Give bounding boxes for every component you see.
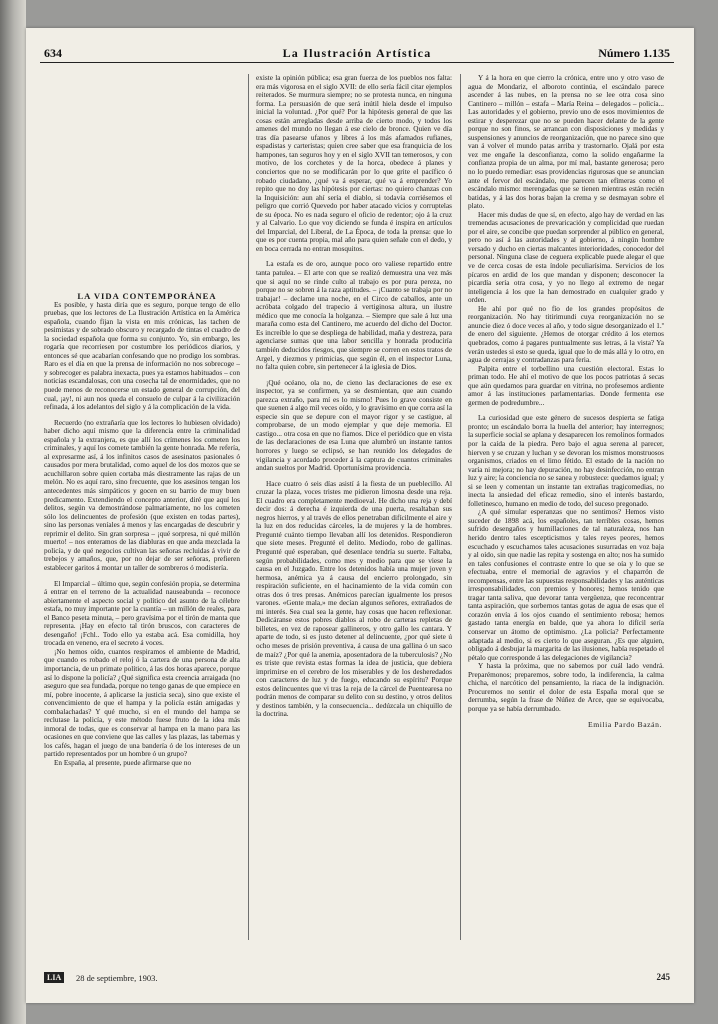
column-1 — [44, 292, 240, 940]
publication-title: La Ilustración Artística — [282, 46, 432, 60]
page-header — [40, 46, 674, 63]
archive-logo: LIA — [44, 972, 64, 983]
paragraph: Y hasta la próxima, que no sabemos por cuál lado vendrá. Preparémonos; preparemos, sobre todo, la indiferencia, la calma chicha, el narcótico del pensamiento, la riaca de la indignación. Procuremos no sentir el dolor de esta España moral que se derrumba, según la frase de Núñez de Arce, que se equivocaba, porque ya se había derrumbado. — [468, 662, 664, 713]
paragraph: Es posible, y hasta diría que es seguro, porque tengo de ello pruebas, que los lectores de La Ilustración Artística en la América española, cuando fijan la vista en mis crónicas, las tachen de pesimistas y de sobrado obscuro y recargado de tintas el cuadro de la sociedad española que forma su conjunto. Yo, sin embargo, les rogaría que recorriesen por costumbre los periódicos diarios, y entonces sé que acabarían confesando que no prodigo los sombras. Raro es el día en que la prensa de información no nos sobrecoge – y sobrecoger es palabra inexacta, pues ya estamos habituados – con noticias escandalosas, con una cosecha tal de enormidades, que no puede menos de reconocerse un estado general de corrupción, del cual, ¡ay!, ni aun nos queda el consuelo de culpar á la civilización refinada, á los adelantos del siglo y á la complicación de la vida. — [44, 300, 240, 412]
paragraph: existe la opinión pública; esa gran fuerza de los pueblos nos falta: era más vigorosa en el siglo XVII: de ello sería fácil citar ejemplos reiterados. Se murmura siempre; no se protesta nunca, en ninguna forma. La persuasión de que será inútil hiela desde el impulso inicial la voluntad. ¿Por qué? Por la hipótesis general de que las cosas están arregladas desde arriba de cierto modo, y todos los amenes del mundo no llegan á ese cielo de bronce. Quien ve día tras día pasearse ufanos y libres á los más afamados rufianes, espadistas y carteristas; quien cree saber que esa franquicia de los hampones, tan seguros hoy y en el siglo XVII tan temerosos, y con motivo, de los corchetes y de la horca, obedece á planes y conciertos que no se modificarán por lo que grite el pacífico ó robado ciudadano, ¿qué va á esperar, qué va á emprender? Yo repito que no doy las hipótesis por ciertas: no quiero chanzas con la Inquisición: aun ahí sería el diablo, si todavía corriésemos el peligro que corrió Quevedo por haber atacado vicios y corruptelas de su época. No es nada seguro el oficio de redentor; ojo á la cruz y al Calvario. Lo que voy diciendo se funda é inspira en artículos del Imparcial, del Liberal, de La Época, de toda la prensa: que lo que es por cuenta propia, mal año para quien señale con el dedo, y en boca cerrada no entran mosquitos. — [256, 74, 452, 253]
paragraph: He ahí por qué no fío de los grandes propósitos de reorganización. No hay titirimundi cuya reorganización no se anuncie diez ó doce veces al año, y todo sigue desorganizado el 1.º de enero del siguiente. ¿Hemos de otorgar crédito á los eternos quebrados, como á pagares puntualmente sus letras, á la vista? Ya verán ustedes si esto se queda, igual que lo de más allá y lo otro, en agua de cerrajas y contradanzas para feria. — [468, 304, 664, 365]
column-2 — [256, 74, 452, 940]
paragraph: El Imparcial – último que, según confesión propia, se determina á entrar en el terreno de la actualidad nauseabunda – reconoce abiertamente el aspecto social y político del asunto de la célebre estafa, no muy importante por la cuantía – un millón de reales, para el Banco peseta minuta, – pero gravísima por el tirón de manta que representa. ¡Hay en efecto tal tirón bruscos, con caracteres de desengaño! ¡Fchl.. Todo ello ya estaba acá. Esa comidilla, hoy trocada en veneno, era el secreto á voces. — [44, 579, 240, 648]
paragraph: Recuerdo (no extrañaría que los lectores lo hubiesen olvidado) haber dicho aquí mismo que la diferencia entre la criminalidad española y la extranjera, es que allí los crímenes los cometen los criminales, y aquí los comete también la gente honrada. Me refería, al expresarme así, á los infinitos casos de asesinatos pasionales ó causados por mera brutalidad, como aquel de los dos mozos que se acuchillaron sobre quien cortaba más diestramente las rajas de un melón. No es aquí raro, sino frecuente, que los asesinos tengan los antecedentes más simpáticos y gocen en su barrio de muy buen predicamento. Extendiendo el concepto anterior, diré que aquí los delitos, según va demostrándose palmariamente, no los cometen sólo los delincuentes de profesión (que existen en todas partes), sino las personas veníales á menos y las encargadas de descubrir y reprimir el delito. Sin gran sorpresa – ¡qué sorpresa, ni qué millón muerto! – nos enteramos de las diabluras en que anda mezclada la policía, y de qué negocios cultivan las señoras recluidas á vivir de trebejos y amaños, que, por no dejar de ser señoras, prefieren establecer garitos á montar un taller de sombreros ó modistería. — [44, 418, 240, 572]
article-title: LA VIDA CONTEMPORÁNEA — [77, 292, 217, 301]
paragraph: Hacer mis dudas de que sí, en efecto, algo hay de verdad en las tremendas acusaciones de prevaricación y complicidad que ruedan por el aire, se concibe que puedan sorprender al público en general, pero no así á las autoridades y al gobierno, á ningún hombre versado y ducho en ciertas malcantes interioridades, conocedor del personal. Ninguna clase de ceguera explicable puede alegar el que ve de cerca cosas de esta índole peculiarísima. Servicios de los pícaros en ardid de los que mandan y disponen; desconocer la picardía sería otra cosa, y yo no llego al extremo de negar inteligencia á los que la han demostrado en cualquier grado y orden. — [468, 210, 664, 305]
paragraph: Y á la hora en que cierro la crónica, entre uno y otro vaso de agua de Mondariz, el alboroto continúa, el escándalo parece ascender á las nubes, en la prensa no se lee otra cosa sino Cantinero – millón – estafa – María Reina – delegados – policía... Las autoridades y el gobierno, previo uno de esos movimientos de estirar y desperezar que no se pueden hacer delante de la gente porque no son finos, se arrancan con disposiciones y medidas y suspensiones y anuncios de reorganización, que no parece sino que van á volver el mundo patas arriba y trastornarlo. Ojalá por esta vez me engañe la desconfianza, como la solido engañarme la confianza propia de un alma, por mí mal, bastante generosa; pero no lo puedo remediar: esas providencias rigurosas que se anuncian ante el fervor del escándalo, me parecen tan efímeras como el escándalo mismo: merengadas que se tienen mientras están recién batidas, y á las dos horas bajan la crema y se desmayan sobre el plato. — [468, 74, 664, 211]
book-binding — [0, 0, 26, 1024]
paragraph: Hace cuatro ó seis días asistí á la fiesta de un pueblecillo. Al cruzar la plaza, voces tristes me pidieron limosna desde una reja. El cuadro era completamente medioeval. He dicho una reja y debí decir dos: á derecha é izquierda de una puerta, resaltaban sus negros hierros, y al través de ellos penetraban difícilmente el aire y la luz en dos reducidas cárceles, la de mujeres y la de hombres. Pregunté cuánto tiempo llevaban allí los detenidos. Respondieron que siete meses. Pregunté el delito. Mediodo, robo de gallinas. Pregunté qué esperaban, qué desenlace tendría su suerte. Faltaba, según probabilidades, como mes y medio para que se viese la causa en el Juzgado. Entre los detenidos había una mujer joven y hermosa, anémica ya á causa del encierro prolongado, sin respiración suficiente, en el hacinamiento de la vida común con otras dos ó tres presas. Anémicos parecían igualmente los presos varones. «Gente mala,» me decían algunos señores, extrañados de mi interés. Sea cual sea la gente, hay cosas que hacen reflexionar. Dedicáranse estos pobres diablos al robo de carteras repletas de billetes, en vez de raposear gallineros, y otro gallo les cantara. Y aparte de todo, si es justo detener al delincuente, ¿por qué siete ú ocho meses de prisión preventiva, á causa de una gallina ó un saco de maíz? ¿Por qué la anemia, aposentadora de la tuberculosis? ¿No es triste que revista estas formas la idea de justicia, que debiera imprimirse en el cerebro de los miserables y de los desheredados con caracteres de luz y de fuego, educando su espíritu? Porque estos delincuentes que vi tras la reja de la cárcel de Puentearesa no podrán menos de comparar su delito con su destino, y otros delitos y destinos también, y la consecuencia... dedúzcala un chiquillo de la doctrina. — [256, 479, 452, 719]
page-number-bottom: 245 — [656, 972, 670, 982]
issue-date: 28 de septiembre, 1903. — [76, 973, 158, 983]
magazine-page — [26, 28, 694, 1003]
paragraph: ¡No hemos oído, cuantos respiramos el ambiente de Madrid, que cuando es robado el reloj ó la cartera de una persona de alta importancia, de un primate político, á las dos horas aparece, porque así lo dispone la policía? ¿Qué significa esta creencia arraigada (no aseguro que sea fundada, porque no tengo ganas de que empiece en mí, pobre inocente, á aplicarse la justicia seca), sino que existe el convencimiento de que el hampa y la policía están amigadas y combalachadas? Y qué mucho, si en el mundo del hampa se reclutase la policía, y este método fuese fruto de la idea más inmoral de todas, que es conservar al hampa en la mano para las ocasiones en que conviene que las calles y las plazas, las tabernas y los cafés, hagan el juego de una bandería ó de los intereses de un partido representados por un hombre ó un grupo? — [44, 647, 240, 759]
column-divider — [460, 74, 461, 940]
paragraph: En España, al presente, puede afirmarse que no — [54, 758, 192, 767]
page-footer — [40, 972, 674, 986]
paragraph: La estafa es de oro, aunque poco oro valiese repartido entre tanta patulea. – El arte con que se realizó demuestra una vez más que si aquí no se rinde culto al trabajo es por pura pereza, no porque no se sobren á la raza aptitudes. – ¡Cuanto se trabaja por no trabajar! – declame una noche, en el Circo de caballos, ante un acróbata colgado del trapecio á vertiginosa altura, un ilustre médico que me conocía la holganza. – Siempre que sale á luz una maraña como esta del Cantinero, me acuerdo del dicho del Doctor. Es increíble lo que se despliega de habilidad, maña y destreza, para agenciarse sumas que una labor sencilla y honrada produciría también deducidos riesgos, que siempre se corren en estos tratos de Argel, y diezmos y primicias, que según él, en el inspector Luna, no falta quien cobre, sin pertenecer á la iglesia de Dios. — [256, 260, 452, 372]
paragraph: Palpita entre el torbellino una cuestión electoral. Estas lo priman todo. He ahí el motivo de que los pocos patriotas á secas que aún quedamos para guardar en vitrina, no profesemos ardiente amor á las instituciones parlamentarias. Donde fermenta ese germen de podredumbre... — [468, 364, 664, 407]
column-divider — [248, 74, 249, 940]
paragraph: La curiosidad que este género de sucesos despierta se fatiga pronto; un escándalo borra la huella del anterior; hay interregnos; la superficie social se aplana y desaparecen los remolinos formados por la caída de la piedra. Pero bajo el agua serena al parecer, hierven y se cruzan y luchan y se devoran los mismos monstruosos organismos, criados en el limo fétido. El estado de la nación no varía ni mejora; no hay depuración, no hay desinfección, no entran luz y aire; la conciencia no se sanea y robustece: quedamos igual; y si se leen y comentan un instante tan extrañas tragicomedias, no inecta la ansiedad del eficaz remedio, sino el interés bastardo, folletinesco, humano en medio de todo, del suceso pregonado. — [468, 414, 664, 508]
column-3 — [468, 74, 664, 940]
issue-number: Número 1.135 — [598, 46, 670, 60]
paragraph: ¡Qué océano, ola no, de cieno las declaraciones de ese ex inspector, ya se confirmen, ya se desmientan, que aun cuando parezca extraño, para mí es lo mismo! Pues lo grave consiste en que suenen á algo mil veces oído, y lo gravísimo en que corra así la especie sin que se depure con el mayor rigor y se castigue, al comprobarse, de un modo ejemplar y que deje memoria. El castigo... otra cosa en que no fiamos. Dice el periódico que en vista de las declaraciones de esa Luna que alumbró un instante tantos horrores y luego se eclipsó, se han reunido los delegados de vigilancia y acordado proceder á la captura de cuantos criminales andan sueltos por Madrid. Oportunísima providencia. — [256, 378, 452, 473]
author-signature: Emilia Pardo Bazán. — [587, 720, 662, 730]
page-number-top: 634 — [44, 46, 62, 60]
paragraph: ¿A qué simular esperanzas que no sentimos? Hemos visto suceder de 1898 acá, los españoles, tan terribles cosas, hemos sufrido desengaños y humillaciones de tal naturaleza, nos han herido dentro tales escepticismos y tales reyes peores, hemos escuchado y escuchamos tales acusaciones susurradas en voz baja y al oído, sin que nadie las repita y sostenga en alto; nos ha sumido en tales confusiones el contraste entre lo que se oía y lo que se efectuaba, entre el memorial de agravios y el chaparrón de recompensas, entre las supuestas responsabilidades y las auténticas irresponsabilidades, con premios y honores; hemos tenido que tragar tanta saliva, que devorar tanta vergüenza, que reconcentrar tanta aspiración, que sorbernos tantas gotas de agua de esas que el corazón envía á los ojos cuando el sentimiento rebosa; hemos gastado tanta energía en balde, que ya ahora lo difícil sería conservar un átomo de optimismo. ¿La policía? Perfectamente adaptada al medio, si es cierto lo que aseguran. ¿Es que alguien, obligado á desbujar la margarita de las ilusiones, había respetado el pétalo que corresponde á las delegaciones de vigilancia? — [468, 508, 664, 662]
